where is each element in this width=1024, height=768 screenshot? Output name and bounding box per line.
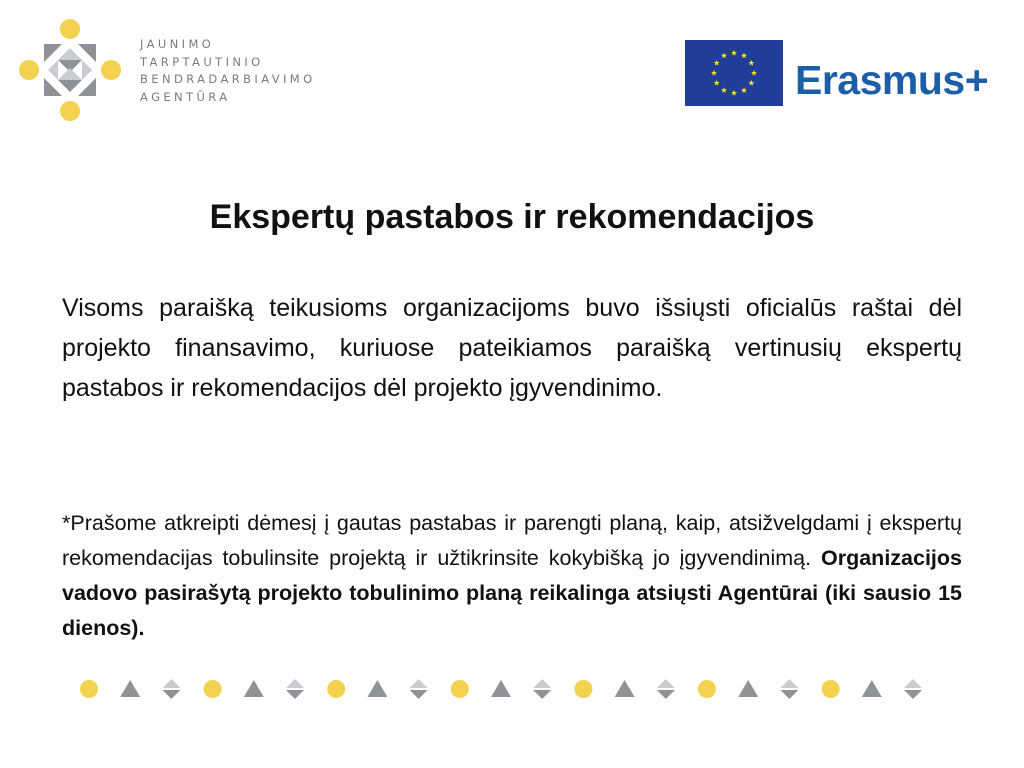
decor-triangle-icon (120, 680, 140, 697)
decor-diamond-top (162, 679, 180, 688)
decor-diamond-icon (162, 679, 180, 699)
decor-diamond-bottom (904, 690, 922, 699)
decor-diamond-top (904, 679, 922, 688)
decor-diamond-icon (533, 679, 551, 699)
emblem-diamond-top-1 (58, 48, 82, 60)
decor-circle-icon (327, 680, 345, 698)
emblem-side-diamond-2 (82, 60, 92, 80)
decor-triangle-icon (615, 680, 635, 697)
emblem-side-diamond-1 (48, 60, 58, 80)
decor-diamond-icon (286, 679, 304, 699)
body-paragraph-2-regular: *Prašome atkreipti dėmesį į gautas pastabas ir parengti planą, kaip, atsižvelgdami į ekspertų rekomendacijas tobulinsite projektą ir užtikrinsite kokybišką jo įgyvendinimą. (62, 511, 962, 570)
decor-diamond-icon (780, 679, 798, 699)
decoration-row (78, 678, 928, 700)
decor-triangle-icon (738, 680, 758, 697)
decor-diamond-top (410, 679, 428, 688)
decor-triangle-icon (367, 680, 387, 697)
agency-name-line-1: JAUNIMO (140, 37, 215, 51)
decor-diamond-icon (904, 679, 922, 699)
emblem-circle-1 (60, 19, 80, 39)
emblem-diamond-bottom-2 (58, 80, 82, 92)
agency-name-line-3: BENDRADARBIAVIMO (140, 72, 316, 86)
emblem-circle-2 (60, 101, 80, 121)
emblem-circle-4 (101, 60, 121, 80)
decor-circle-icon (451, 680, 469, 698)
decor-circle-icon (822, 680, 840, 698)
page-title: Ekspertų pastabos ir rekomendacijos (209, 198, 815, 236)
emblem-circle-3 (19, 60, 39, 80)
agency-name-line-2: TARPTAUTINIO (140, 54, 264, 69)
decor-circle-icon (574, 680, 592, 698)
decor-diamond-bottom (533, 690, 551, 699)
body-paragraph-1: Visoms paraišką teikusioms organizacijoms buvo išsiųsti oficialūs raštai dėl projekto finansavimo, kuriuose pateikiamos paraišką vertinusių ekspertų pastabos ir rekomendacijos dėl projekto įgyvendinimo. (62, 294, 962, 402)
decor-diamond-top (780, 679, 798, 688)
decor-circle-icon (204, 680, 222, 698)
agency-emblem-icon (18, 18, 122, 122)
decor-circle-icon (80, 680, 98, 698)
erasmus-wordmark: Erasmus+ (795, 57, 989, 103)
decor-diamond-bottom (410, 690, 428, 699)
agency-name (140, 36, 316, 106)
body-paragraph-2-bold: Organizacijos vadovo pasirašytą projekto tobulinimo planą reikalinga atsiųsti Agentūrai (iki sausio 15 dienos). (62, 546, 962, 640)
decor-circle-icon (698, 680, 716, 698)
decor-diamond-top (533, 679, 551, 688)
erasmus-logo (685, 38, 1010, 108)
decor-triangle-icon (862, 680, 882, 697)
emblem-diamond-top-2 (58, 68, 82, 80)
decor-diamond-bottom (657, 690, 675, 699)
decor-diamond-top (286, 679, 304, 688)
decor-diamond-icon (657, 679, 675, 699)
decor-diamond-bottom (162, 690, 180, 699)
eu-flag-icon (685, 40, 783, 106)
decor-diamond-bottom (286, 690, 304, 699)
decor-diamond-top (657, 679, 675, 688)
decor-triangle-icon (491, 680, 511, 697)
body-paragraph-2 (62, 506, 962, 646)
agency-name-line-4: AGENTŪRA (140, 89, 231, 104)
decor-diamond-bottom (780, 690, 798, 699)
agency-logo (18, 18, 122, 122)
decor-triangle-icon (244, 680, 264, 697)
decor-diamond-icon (410, 679, 428, 699)
